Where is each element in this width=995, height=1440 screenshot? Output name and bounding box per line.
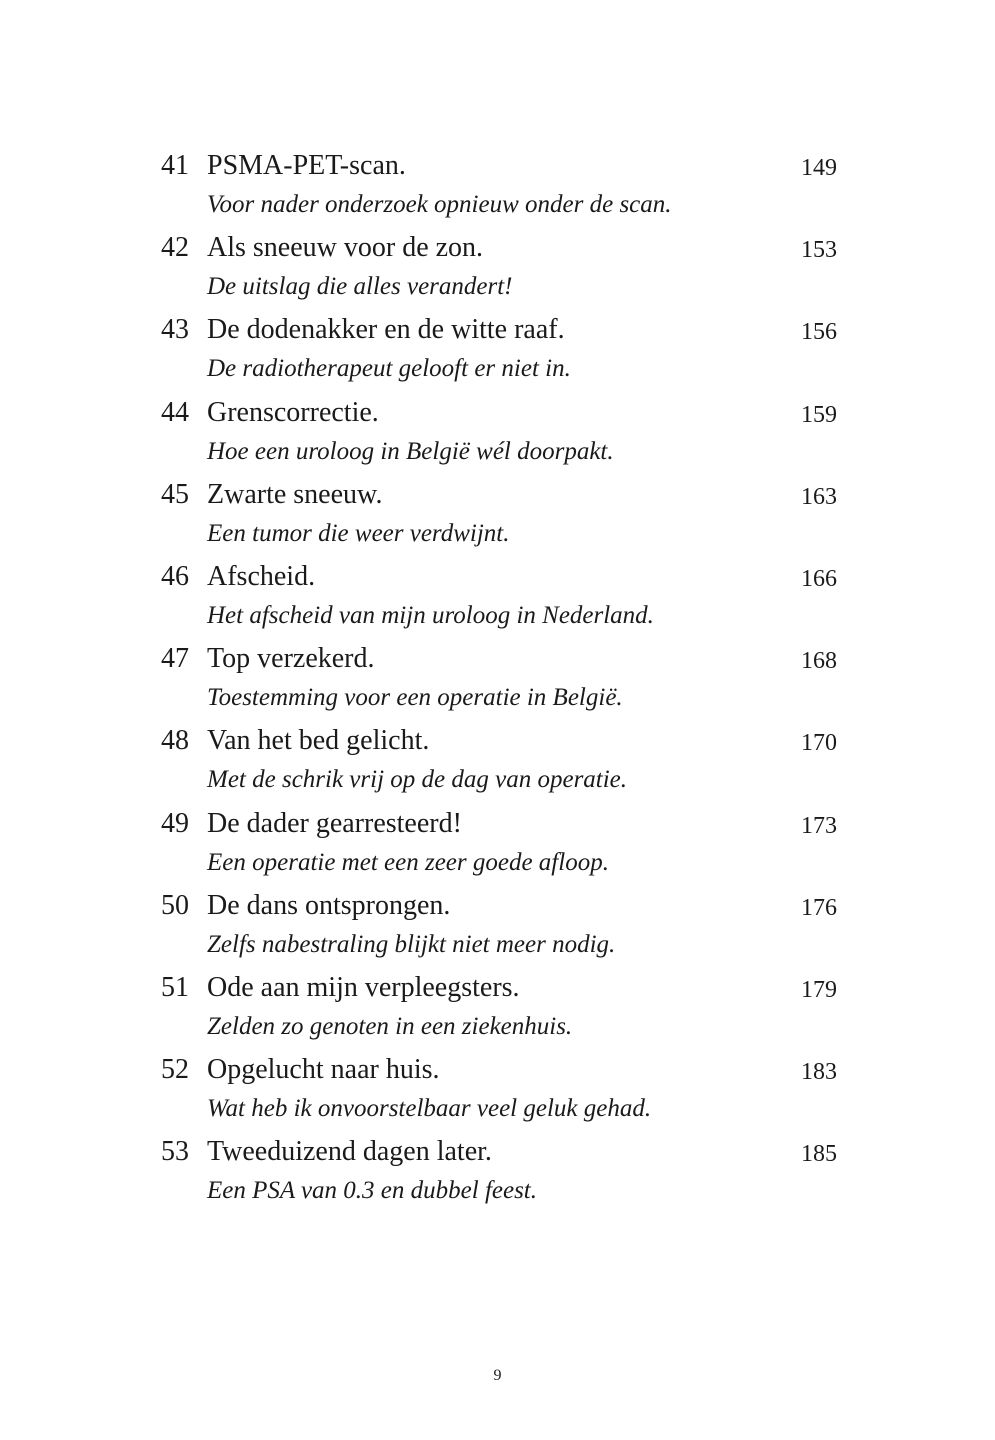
toc-entry: [0, 469, 995, 551]
chapter-number: 51: [161, 971, 189, 1003]
page-number: 9: [493, 1367, 502, 1384]
chapter-number: 42: [161, 232, 189, 264]
chapter-title: Afscheid.: [207, 560, 316, 592]
toc-entry: [0, 715, 995, 797]
chapter-title: Zwarte sneeuw.: [207, 478, 383, 510]
chapter-title: Als sneeuw voor de zon.: [207, 232, 484, 264]
chapter-title: De dodenakker en de witte raaf.: [207, 314, 565, 346]
toc-entry: [0, 140, 995, 222]
toc-entry: [0, 304, 995, 386]
chapter-title: Ode aan mijn verpleegsters.: [207, 971, 520, 1003]
chapter-title: PSMA-PET-scan.: [207, 150, 406, 181]
chapter-number: 49: [161, 807, 189, 839]
chapter-title: Top verzekerd.: [207, 643, 375, 675]
chapter-subtitle: Zelden zo genoten in een ziekenhuis.: [207, 1012, 573, 1040]
chapter-page-number: 159: [801, 401, 837, 428]
chapter-page-number: 163: [801, 483, 837, 510]
chapter-number: 46: [161, 560, 189, 592]
chapter-subtitle: Het afscheid van mijn uroloog in Nederland.: [207, 601, 654, 629]
chapter-subtitle: Toestemming voor een operatie in België.: [207, 684, 623, 712]
toc-entry: [0, 1126, 995, 1208]
chapter-subtitle: Een operatie met een zeer goede afloop.: [207, 848, 609, 876]
toc-entry: [0, 222, 995, 304]
chapter-page-number: 176: [801, 894, 837, 921]
chapter-page-number: 173: [801, 812, 837, 839]
chapter-subtitle: Wat heb ik onvoorstelbaar veel geluk gehad.: [207, 1095, 652, 1123]
chapter-title: Grenscorrectie.: [207, 396, 379, 428]
chapter-number: 41: [161, 150, 189, 181]
chapter-subtitle: De uitslag die alles verandert!: [207, 273, 513, 301]
chapter-subtitle: Voor nader onderzoek opnieuw onder de scan.: [207, 191, 672, 218]
chapter-number: 52: [161, 1054, 189, 1086]
toc-entry: [0, 962, 995, 1044]
toc-entry: [0, 798, 995, 880]
chapter-page-number: 185: [801, 1141, 837, 1168]
toc-entry: [0, 633, 995, 715]
chapter-title: De dader gearresteerd!: [207, 807, 462, 839]
chapter-number: 48: [161, 725, 189, 757]
toc-entry: [0, 1044, 995, 1126]
chapter-title: Van het bed gelicht.: [207, 725, 430, 757]
chapter-number: 53: [161, 1136, 189, 1168]
chapter-title: De dans ontsprongen.: [207, 889, 451, 921]
chapter-number: 43: [161, 314, 189, 346]
chapter-page-number: 179: [801, 976, 837, 1003]
chapter-subtitle: Zelfs nabestraling blijkt niet meer nodig.: [207, 930, 616, 958]
chapter-subtitle: Hoe een uroloog in België wél doorpakt.: [207, 437, 614, 465]
chapter-subtitle: Een tumor die weer verdwijnt.: [207, 519, 510, 547]
chapter-page-number: 166: [801, 565, 837, 592]
chapter-page-number: 153: [801, 237, 837, 264]
chapter-title: Tweeduizend dagen later.: [207, 1136, 492, 1168]
chapter-page-number: 156: [801, 319, 837, 346]
toc-entry: [0, 387, 995, 469]
chapter-subtitle: Een PSA van 0.3 en dubbel feest.: [207, 1177, 538, 1205]
toc-entry: [0, 880, 995, 962]
chapter-page-number: 168: [801, 648, 837, 675]
chapter-page-number: 170: [801, 730, 837, 757]
chapter-number: 47: [161, 643, 189, 675]
chapter-number: 50: [161, 889, 189, 921]
chapter-page-number: 183: [801, 1059, 837, 1086]
chapter-subtitle: De radiotherapeut gelooft er niet in.: [207, 355, 571, 383]
chapter-page-number: 149: [801, 155, 837, 181]
chapter-subtitle: Met de schrik vrij op de dag van operatie.: [207, 766, 628, 794]
table-of-contents: [0, 140, 995, 1208]
chapter-number: 45: [161, 478, 189, 510]
chapter-number: 44: [161, 396, 189, 428]
chapter-title: Opgelucht naar huis.: [207, 1054, 440, 1086]
toc-entry: [0, 551, 995, 633]
